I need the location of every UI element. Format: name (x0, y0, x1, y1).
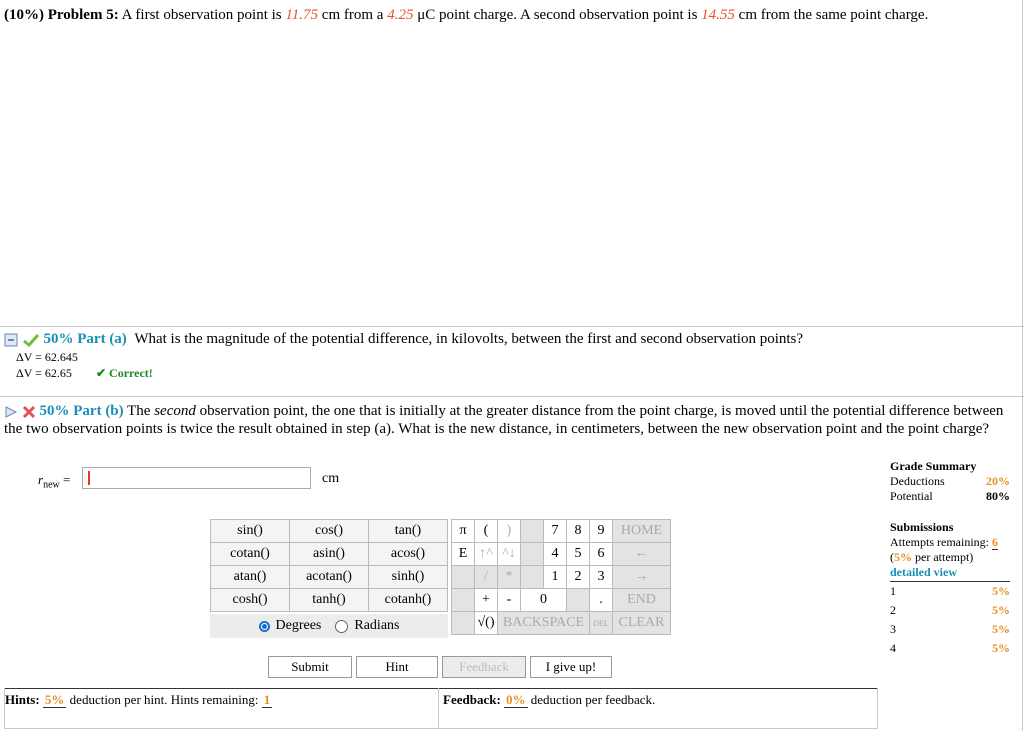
problem-statement: (10%) Problem 5: A first observation point is 11.75 cm from a 4.25 μC point charge. A second observation point is 14.55 cm from the same point charge. (4, 7, 929, 23)
atan-button[interactable]: atan() (211, 566, 290, 589)
right-border (1022, 0, 1023, 731)
plus-button[interactable]: + (475, 589, 498, 612)
digit-0[interactable]: 0 (521, 589, 567, 612)
divider (4, 728, 878, 729)
pi-button[interactable]: π (452, 520, 475, 543)
digit-6[interactable]: 6 (590, 543, 613, 566)
minus-button[interactable]: - (498, 589, 521, 612)
left-arrow-button[interactable]: ← (613, 543, 671, 566)
right-arrow-button[interactable]: → (613, 566, 671, 589)
digit-3[interactable]: 3 (590, 566, 613, 589)
problem-weight: (10%) (4, 7, 44, 23)
divider (877, 688, 878, 728)
divider (438, 688, 439, 728)
tanh-button[interactable]: tanh() (290, 589, 369, 612)
digit-1[interactable]: 1 (544, 566, 567, 589)
decimal-button[interactable]: . (590, 589, 613, 612)
cosh-button[interactable]: cosh() (211, 589, 290, 612)
part-b-question: observation point, the one that is initially at the greater distance from the point charge, is moved until the potential difference between the two observation points is twice the result obtained in step (a). What is the new distance, in centimeters, between the new observation point and the point charge? (4, 403, 1004, 437)
home-button[interactable]: HOME (613, 520, 671, 543)
sinh-button[interactable]: sinh() (369, 566, 448, 589)
divider (4, 688, 878, 689)
acotan-button[interactable]: acotan() (290, 566, 369, 589)
submit-button[interactable]: Submit (268, 656, 352, 678)
digit-7[interactable]: 7 (544, 520, 567, 543)
part-a-percent: 50% (43, 331, 74, 347)
degrees-radio[interactable] (259, 621, 270, 632)
sqrt-button[interactable]: √() (475, 612, 498, 635)
hint-button[interactable]: Hint (356, 656, 438, 678)
part-a-header (4, 331, 803, 348)
submission-row: 4 5% (890, 641, 1010, 655)
correct-badge: ✔ Correct! (96, 366, 153, 380)
detailed-view-link[interactable]: detailed view (890, 565, 957, 579)
e-button[interactable]: E (452, 543, 475, 566)
cotan-button[interactable]: cotan() (211, 543, 290, 566)
part-a-label: Part (a) (77, 331, 127, 347)
radians-label: Radians (354, 618, 400, 633)
radians-radio[interactable] (335, 620, 348, 633)
submission-row: 1 5% (890, 584, 1010, 598)
degrees-label: Degrees (275, 618, 322, 633)
function-keypad (210, 519, 448, 612)
part-a-exact-answer: ΔV = 62.645 (16, 350, 78, 364)
right-paren-button[interactable]: ) (498, 520, 521, 543)
unit-label: cm (322, 471, 340, 486)
divider (0, 326, 1024, 327)
attempts-remaining: 6 (991, 535, 998, 549)
problem-label: Problem 5: (47, 7, 119, 23)
text-cursor (88, 471, 90, 485)
r2-value: 14.55 (701, 7, 735, 23)
collapse-icon[interactable] (4, 333, 18, 347)
digit-8[interactable]: 8 (567, 520, 590, 543)
up-button[interactable]: ↑^ (475, 543, 498, 566)
digit-4[interactable]: 4 (544, 543, 567, 566)
checkmark-icon (22, 333, 40, 347)
part-b-header: 50% Part (b) The second observation point, the one that is initially at the greater distance from the point charge, is moved until the potential difference between the two observation points is twice the result obtained in step (a). What is the new distance, in centimeters, between the new observation point and the point charge? (4, 403, 1004, 437)
hints-remaining: 1 (263, 692, 271, 707)
divider (0, 396, 1024, 397)
part-b-label: Part (b) (73, 403, 124, 419)
multiply-button[interactable]: * (498, 566, 521, 589)
cotanh-button[interactable]: cotanh() (369, 589, 448, 612)
cos-button[interactable]: cos() (290, 520, 369, 543)
answer-input[interactable] (82, 467, 311, 489)
cross-icon (22, 405, 36, 419)
digit-2[interactable]: 2 (567, 566, 590, 589)
end-button[interactable]: END (613, 589, 671, 612)
left-paren-button[interactable]: ( (475, 520, 498, 543)
digit-9[interactable]: 9 (590, 520, 613, 543)
feedback-percent: 0% (506, 692, 526, 707)
asin-button[interactable]: asin() (290, 543, 369, 566)
down-button[interactable]: ^↓ (498, 543, 521, 566)
feedback-info: Feedback: 0% deduction per feedback. (443, 692, 656, 707)
backspace-button[interactable]: BACKSPACE (498, 612, 590, 635)
charge-value: 4.25 (387, 7, 414, 23)
numeric-keypad (451, 519, 671, 635)
part-a-question: What is the magnitude of the potential difference, in kilovolts, between the first and second observation points? (134, 331, 804, 347)
clear-button[interactable]: CLEAR (613, 612, 671, 635)
tan-button[interactable]: tan() (369, 520, 448, 543)
grade-summary: Grade Summary Deductions 20% Potential 80% Submissions Attempts remaining: 6 (5% per attempt) detailed view 1 5% 2 5% 3 5% 4 5% (890, 459, 1010, 658)
submission-row: 2 5% (890, 603, 1010, 617)
del-button[interactable]: DEL (590, 612, 613, 635)
r1-value: 11.75 (285, 7, 319, 23)
part-a-entered-answer: ΔV = 62.65 (16, 366, 72, 380)
digit-5[interactable]: 5 (567, 543, 590, 566)
give-up-button[interactable]: I give up! (530, 656, 612, 678)
sin-button[interactable]: sin() (211, 520, 290, 543)
feedback-button: Feedback (442, 656, 526, 678)
part-b-percent: 50% (39, 403, 70, 419)
potential-value: 80% (986, 489, 1010, 503)
variable-label: $r_{new}$ = (38, 472, 71, 491)
expand-icon[interactable] (4, 405, 18, 419)
divide-button[interactable]: / (475, 566, 498, 589)
angle-mode (210, 614, 448, 638)
hints-info: Hints: 5% deduction per hint. Hints remaining: 1 (5, 692, 271, 707)
submission-row: 3 5% (890, 622, 1010, 636)
hints-percent: 5% (44, 692, 65, 707)
acos-button[interactable]: acos() (369, 543, 448, 566)
deductions-value: 20% (986, 474, 1010, 488)
